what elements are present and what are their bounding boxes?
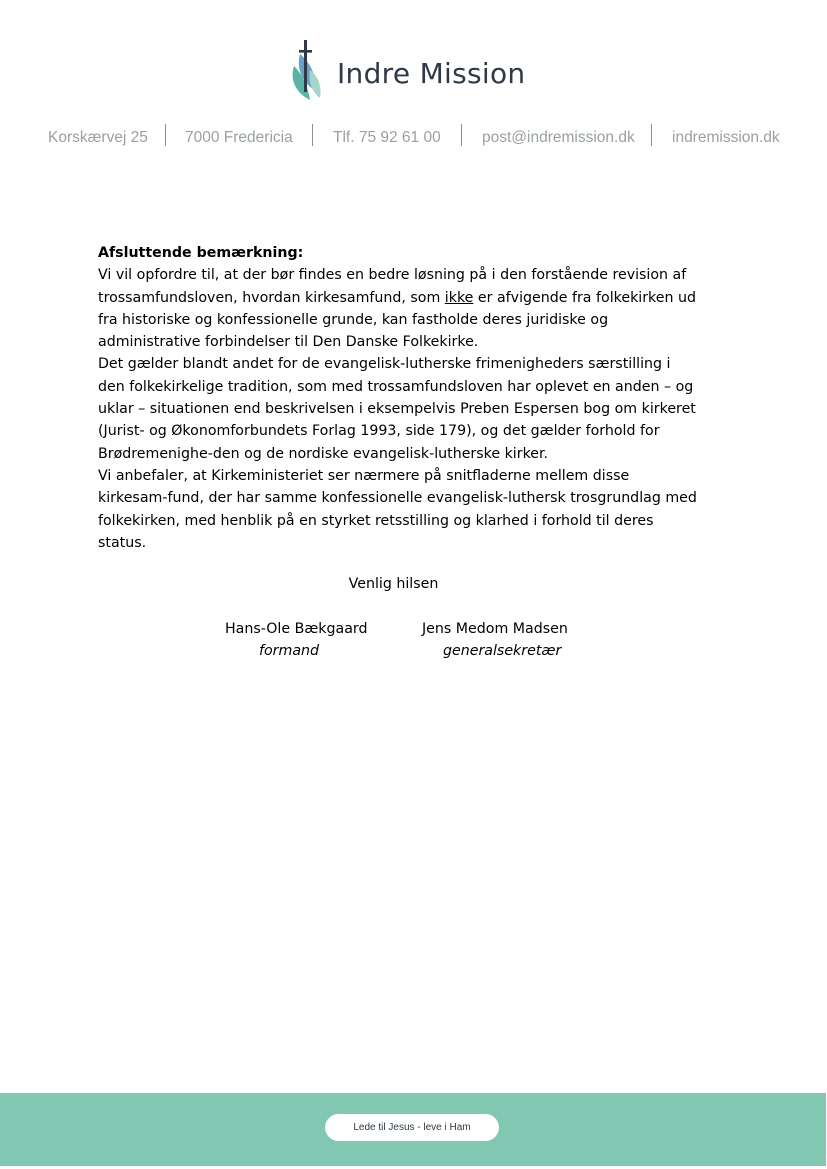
paragraph-1-text-end: er afvigende fra folkekirken ud fra historiske og konfessionelle grunde, kan fastholde deres juridiske og administrative forbindelser til Den Danske Folkekirke.	[98, 289, 696, 351]
contact-website[interactable]: indremission.dk	[672, 129, 780, 146]
signatory-title-1: formand	[259, 643, 320, 659]
logo-wordmark: Indre Mission	[337, 57, 526, 90]
letter-body	[98, 242, 698, 554]
divider	[312, 124, 313, 146]
contact-email[interactable]: post@indremission.dk	[482, 129, 635, 146]
greeting: Venlig hilsen	[348, 576, 439, 592]
signatory-name-2: Jens Medom Madsen	[422, 621, 568, 637]
indre-mission-logo	[288, 40, 538, 102]
divider	[651, 124, 652, 146]
signatory-title-2: generalsekretær	[443, 643, 562, 659]
paragraph-1-text-start: Vi vil opfordre til, at der bør findes en bedre løsning på i den forstående revision af trossamfundsloven, hvordan kirkesamfund, som	[98, 267, 687, 306]
cross-leaf-logo-icon	[288, 40, 330, 102]
divider	[165, 124, 166, 146]
section-heading: Afsluttende bemærkning:	[98, 245, 304, 261]
signatory-name-1: Hans-Ole Bækgaard	[225, 621, 368, 637]
tagline-pill: Lede til Jesus - leve i Ham	[325, 1114, 499, 1141]
divider	[461, 124, 462, 146]
contact-address: Korskærvej 25	[48, 129, 148, 146]
paragraph-1	[98, 264, 698, 353]
underlined-word: ikke	[444, 289, 474, 306]
paragraph-2: Det gælder blandt andet for de evangelisk-lutherske frimenigheders særstilling i den folkekirkelige tradition, som med trossamfundsloven har oplevet en anden – og uklar – situationen end beskrivelsen i eksempelvis Preben Espersen bog om kirkeret (Jurist- og Økonomforbundets Forlag 1993, side 179), og det gælder forhold for Brødremenighe-den og de nordiske evangelisk-lutherske kirker.	[98, 356, 696, 462]
paragraph-3: Vi anbefaler, at Kirkeministeriet ser nærmere på snitfladerne mellem disse kirkesam-fund, der har samme konfessionelle evangelisk-luthersk trosgrundlag med folkekirken, med henblik på en styrket retsstilling og klarhed i forhold til deres status.	[98, 467, 697, 551]
contact-bar	[0, 124, 827, 152]
contact-phone: Tlf. 75 92 61 00	[333, 129, 441, 146]
footer-band	[0, 1093, 826, 1166]
contact-city: 7000 Fredericia	[185, 129, 293, 146]
